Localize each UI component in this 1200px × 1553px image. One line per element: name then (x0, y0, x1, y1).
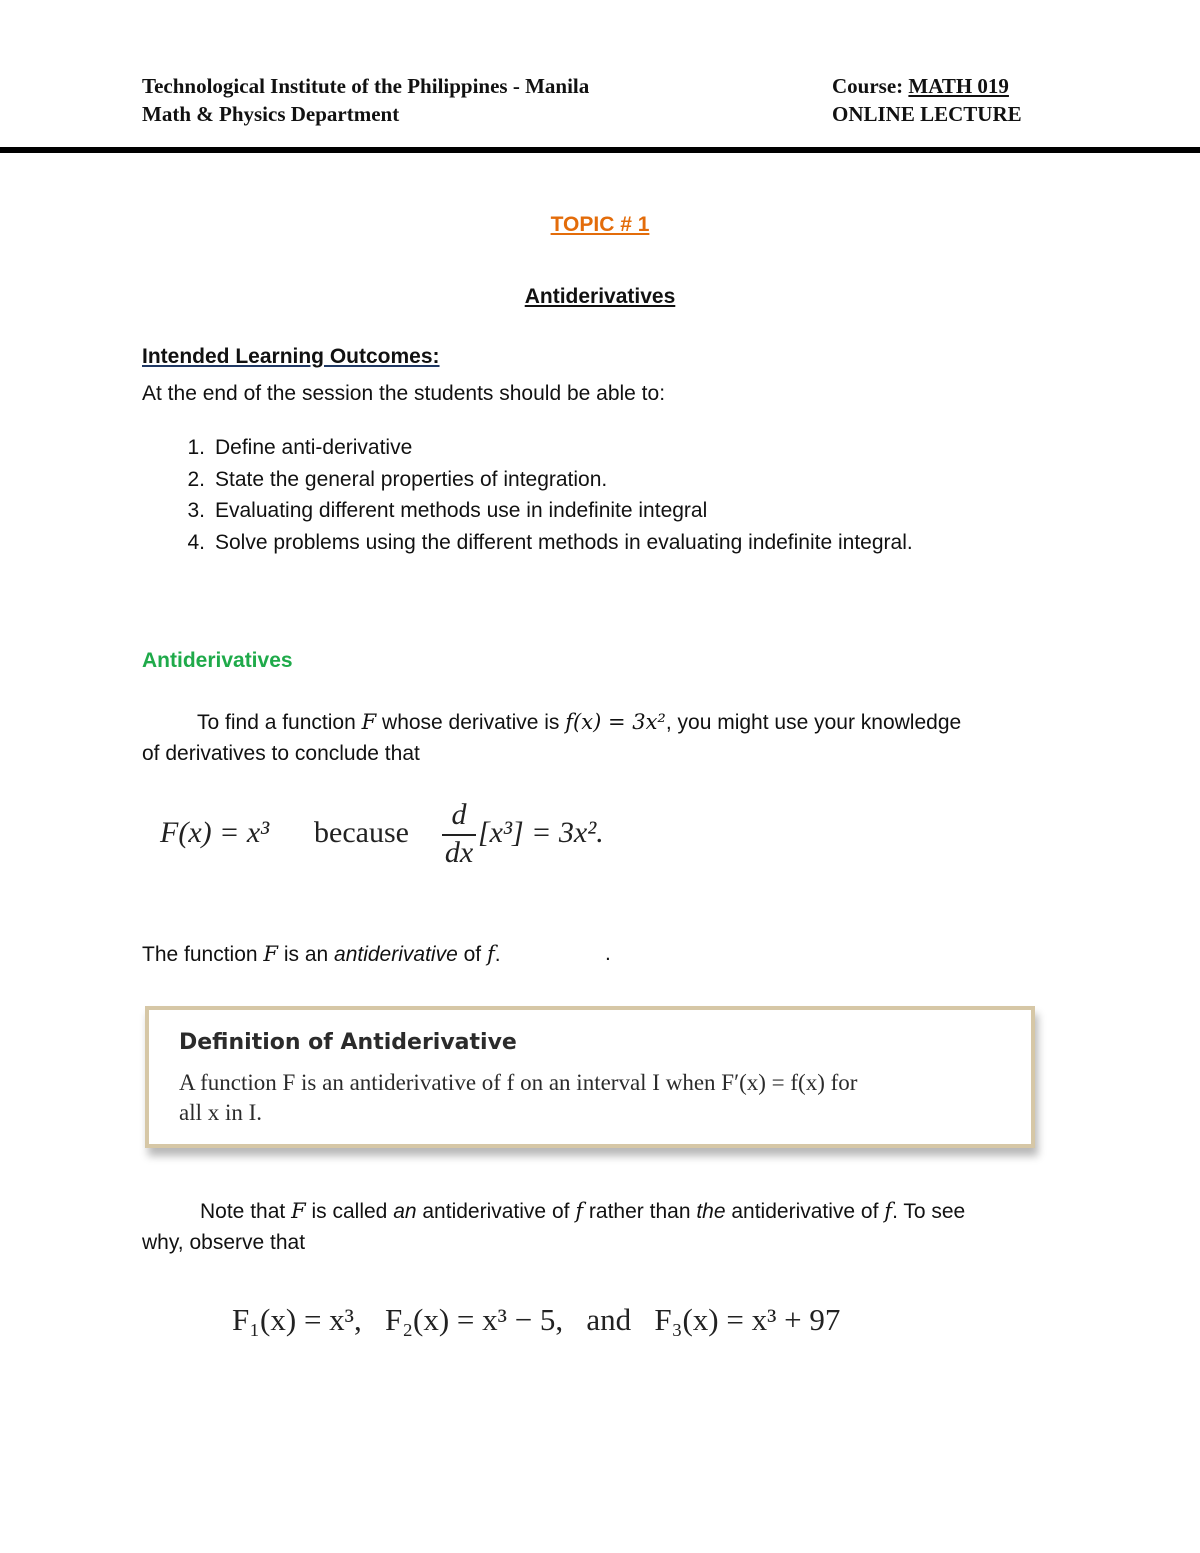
outcomes-heading: Intended Learning Outcomes: (142, 345, 440, 368)
lecture-mode: ONLINE LECTURE (832, 102, 1022, 126)
definition-line1: A function F is an antiderivative of f on an interval I when F′(x) = f(x) for (179, 1070, 858, 1095)
course-label: Course: (832, 74, 909, 98)
definition-box (145, 1006, 1035, 1148)
list-item: 4. Solve problems using the different methods in evaluating indefinite integral. (187, 530, 913, 554)
paragraph-intro-line2: of derivatives to conclude that (142, 742, 420, 765)
list-item: 3. Evaluating different methods use in indefinite integral (187, 499, 708, 522)
course-code: MATH 019 (908, 74, 1009, 98)
outcomes-list (135, 436, 913, 562)
institution-name: Technological Institute of the Philippines - Manila (142, 74, 590, 98)
definition-line2: all x in I. (179, 1100, 263, 1125)
equation-antiderivative-example: F(x) = x³ (160, 816, 270, 849)
topic-number: TOPIC # 1 (550, 213, 650, 236)
definition-title: Definition of Antiderivative (179, 1030, 517, 1055)
stray-period: . (605, 942, 611, 965)
paragraph-note-line1: Note that F is called an antiderivative of f rather than the antiderivative of f. To see (200, 1199, 966, 1223)
paragraph-antiderivative-statement: The function F is an antiderivative of f. (142, 942, 501, 966)
list-item: 2. State the general properties of integration. (187, 467, 608, 491)
equation-because: because (314, 816, 409, 849)
outcomes-intro: At the end of the session the students should be able to: (142, 382, 666, 405)
paragraph-intro-line1: To find a function F whose derivative is f(x) = 3x², you might use your knowledge (197, 710, 962, 734)
department-name: Math & Physics Department (142, 102, 400, 126)
equation-antiderivative-family: F₁(x) = x³, F₂(x) = x³ − 5, and F₃(x) = x³ + 97 (232, 1302, 841, 1337)
section-heading: Antiderivatives (142, 649, 293, 672)
list-item: 1. Define anti-derivative (187, 436, 413, 459)
equation-derivative-result: [x³] = 3x². (478, 816, 604, 849)
header-rule (0, 147, 1200, 153)
equation-fraction: d dx (442, 798, 476, 870)
paragraph-note-line2: why, observe that (142, 1231, 306, 1254)
course-line (832, 72, 1009, 100)
page-title: Antiderivatives (524, 285, 676, 308)
